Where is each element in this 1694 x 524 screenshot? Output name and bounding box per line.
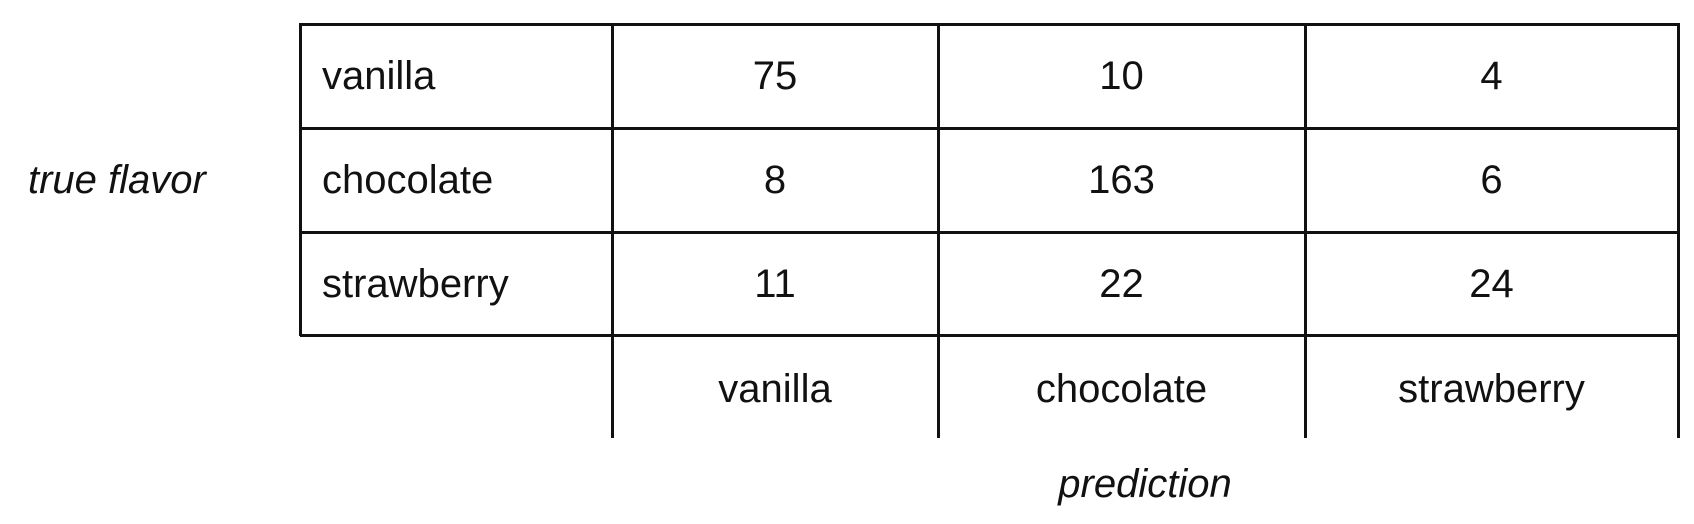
x-axis-label: prediction	[1058, 462, 1232, 506]
row-label-strawberry: strawberry	[322, 261, 509, 306]
y-axis-label: true flavor	[28, 158, 206, 202]
grid-hline-3	[300, 334, 1678, 337]
grid-vline-2	[937, 23, 940, 438]
row-label-vanilla: vanilla	[322, 54, 436, 98]
cell-value: 75	[752, 54, 798, 98]
cell-value: 10	[1099, 54, 1144, 98]
cell-value: 163	[1088, 158, 1155, 202]
column-label-chocolate: chocolate	[1035, 366, 1208, 411]
cell-value: 22	[1099, 261, 1144, 306]
row-label-chocolate: chocolate	[322, 158, 494, 202]
column-label-vanilla: vanilla	[718, 366, 832, 411]
grid-vline-1	[611, 23, 614, 438]
grid-hline-0	[300, 23, 1678, 26]
cell-value: 8	[763, 158, 787, 202]
cell-value: 4	[1480, 54, 1503, 98]
cell-value: 24	[1469, 261, 1514, 306]
grid-hline-1	[300, 127, 1678, 130]
cell-value: 6	[1480, 158, 1503, 202]
column-label-strawberry: strawberry	[1398, 366, 1585, 411]
grid-vline-left	[299, 23, 302, 336]
grid-vline-4	[1677, 23, 1680, 438]
grid-hline-2	[300, 231, 1678, 234]
grid-vline-3	[1304, 23, 1307, 438]
cell-value: 11	[754, 261, 796, 306]
